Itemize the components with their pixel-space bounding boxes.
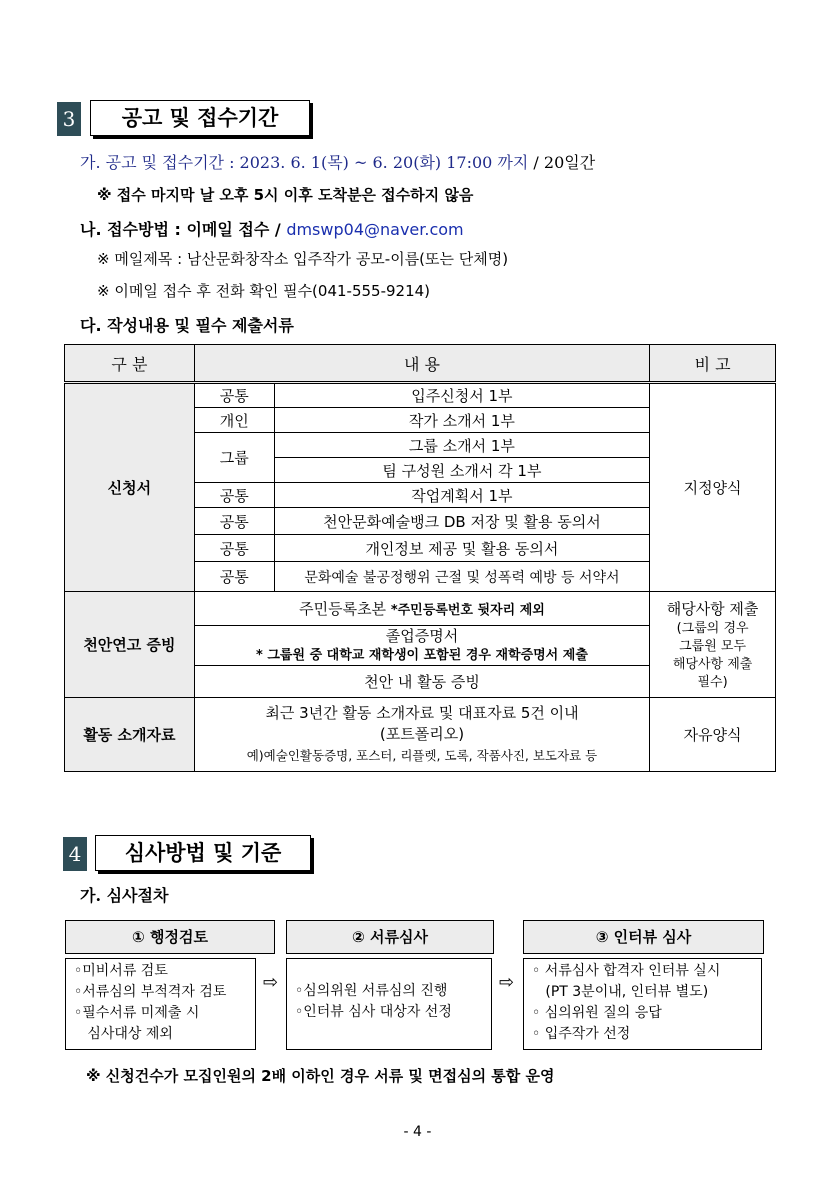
proof-row: 천안 내 활동 증빙 (194, 666, 649, 698)
step-title: ③ 인터뷰 심사 (523, 920, 764, 954)
activity-category: 활동 소개자료 (65, 698, 195, 772)
proof-note: * 그룹원 중 대학교 재학생이 포함된 경우 재학증명서 제출 (256, 647, 588, 663)
step-item: ◦ 서류심사 합격자 인터뷰 실시 (532, 963, 721, 979)
section-number: 3 (57, 102, 81, 136)
proof-row (194, 592, 649, 626)
row-type: 개인 (194, 408, 274, 433)
activity-example: 예)예술인활동증명, 포스터, 리플렛, 도록, 작품사진, 보도자료 등 (246, 748, 598, 763)
header-content: 내 용 (194, 345, 649, 383)
step-title: ① 행정검토 (65, 920, 275, 954)
header-remark: 비 고 (650, 345, 776, 383)
proof-remark-main: 해당사항 제출 (666, 599, 759, 618)
activity-line: 최근 3년간 활동 소개자료 및 대표자료 5건 이내 (265, 704, 579, 722)
section-title: 심사방법 및 기준 (95, 835, 311, 871)
row-content: 입주신청서 1부 (274, 383, 649, 408)
apply-remark: 지정양식 (650, 383, 776, 592)
deadline-note: ※ 접수 마지막 날 오후 5시 이후 도착분은 접수하지 않음 (97, 186, 474, 204)
row-content: 팀 구성원 소개서 각 1부 (274, 458, 649, 483)
step-item: ◦필수서류 미제출 시 (74, 1005, 200, 1021)
table-header-row (65, 345, 776, 383)
row-content: 문화예술 불공정행위 근절 및 성폭력 예방 등 서약서 (274, 562, 649, 592)
step-title: ② 서류심사 (286, 920, 494, 954)
proof-remark (650, 592, 776, 698)
header-category: 구 분 (65, 345, 195, 383)
page-number: - 4 - (403, 1124, 432, 1140)
table-row (65, 383, 776, 408)
step-item: 심사대상 제외 (74, 1026, 173, 1042)
method-text: 나. 접수방법 : 이메일 접수 / (80, 220, 287, 239)
documents-table (64, 344, 776, 772)
process-heading: 가. 심사절차 (80, 886, 169, 905)
arrow-icon: ⇨ (263, 972, 279, 993)
row-type: 공통 (194, 562, 274, 592)
section-title: 공고 및 접수기간 (90, 100, 310, 136)
step-item: ◦서류심의 부적격자 검토 (74, 984, 227, 1000)
period-days: / 20일간 (528, 153, 596, 172)
activity-row (194, 698, 649, 772)
row-content: 작가 소개서 1부 (274, 408, 649, 433)
activity-line: (포트폴리오) (379, 725, 465, 743)
section-number: 4 (63, 837, 87, 871)
proof-note: *주민등록번호 뒷자리 제외 (390, 603, 545, 618)
proof-main: 주민등록초본 (299, 600, 391, 618)
proof-main: 졸업증명서 (385, 626, 459, 645)
row-content: 개인정보 제공 및 활용 동의서 (274, 535, 649, 562)
merge-note: ※ 신청건수가 모집인원의 2배 이하인 경우 서류 및 면접심의 통합 운영 (86, 1067, 555, 1085)
mail-title-note: ※ 메일제목 : 남산문화창작소 입주작가 공모-이름(또는 단체명) (97, 250, 509, 268)
step-item: ◦미비서류 검토 (74, 963, 168, 979)
period-line (80, 150, 595, 173)
step-item: ◦심의위원 서류심의 진행 (295, 983, 448, 999)
step-body (65, 958, 256, 1050)
step-item: (PT 3분이내, 인터뷰 별도) (532, 984, 709, 1000)
table-row (65, 698, 776, 772)
phone-note: ※ 이메일 접수 후 전화 확인 필수(041-555-9214) (97, 282, 431, 300)
arrow-icon: ⇨ (499, 972, 515, 993)
method-line (80, 217, 464, 240)
row-type: 공통 (194, 508, 274, 535)
row-content: 그룹 소개서 1부 (274, 433, 649, 458)
table-row (65, 592, 776, 626)
step-body (523, 958, 762, 1050)
step-item: ◦ 입주작가 선정 (532, 1026, 631, 1042)
row-type: 공통 (194, 535, 274, 562)
proof-row (194, 626, 649, 666)
proof-remark-note: (그룹의 경우 그룹원 모두 해당사항 제출 필수) (672, 620, 753, 690)
row-type: 그룹 (194, 433, 274, 483)
step-item: ◦ 심의위원 질의 응답 (532, 1005, 662, 1021)
documents-heading: 다. 작성내용 및 필수 제출서류 (80, 316, 294, 335)
apply-category: 신청서 (65, 383, 195, 592)
step-body (286, 958, 492, 1050)
proof-category: 천안연고 증빙 (65, 592, 195, 698)
row-content: 천안문화예술뱅크 DB 저장 및 활용 동의서 (274, 508, 649, 535)
activity-remark: 자유양식 (650, 698, 776, 772)
step-item: ◦인터뷰 심사 대상자 선정 (295, 1004, 452, 1020)
row-type: 공통 (194, 483, 274, 508)
email-link[interactable]: dmswp04@naver.com (286, 220, 464, 239)
period-text: 가. 공고 및 접수기간 : 2023. 6. 1(목) ~ 6. 20(화) 17:00 까지 (80, 153, 529, 172)
row-content: 작업계획서 1부 (274, 483, 649, 508)
row-type: 공통 (194, 383, 274, 408)
